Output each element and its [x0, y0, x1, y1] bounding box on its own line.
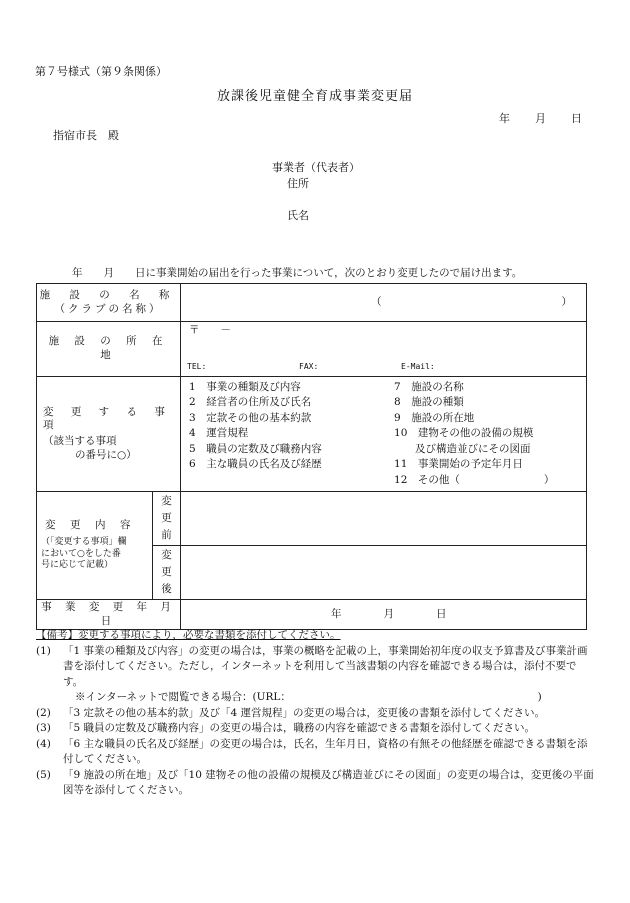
note-number — [36, 690, 63, 706]
notes-title: 【備考】 — [36, 629, 78, 641]
change-item-2[interactable]: 2 経営者の住所及び氏名 — [189, 396, 312, 409]
date-month-label: 月 — [535, 112, 546, 125]
change-date-label: 事 業 変 更 年 月 日 — [37, 600, 181, 630]
note-number: (2) — [36, 706, 51, 719]
change-form-table — [36, 283, 587, 630]
note-number: (1) — [36, 644, 51, 657]
note-item-1 — [36, 644, 596, 691]
change-content-sub-3: 号に応じて記載） — [41, 560, 114, 571]
change-items-label: 変 更 す る 事 項 — [43, 405, 172, 432]
after-label — [153, 546, 181, 600]
date-year-label: 年 — [499, 112, 510, 125]
change-content-label: 変 更 内 容 — [45, 519, 133, 532]
after-char-3: 後 — [161, 583, 172, 596]
note-text: 「3 定款その他の基本約款」及び「4 運営規程」の変更の場合は，変更後の書類を添付してください。 — [63, 706, 546, 719]
facility-name-field[interactable] — [181, 284, 587, 322]
tel-label: TEL: — [187, 361, 207, 371]
club-name-label: （クラブの名称） — [54, 302, 163, 315]
change-item-11[interactable]: 11 事業開始の予定年月日 — [394, 458, 523, 471]
facility-name-paren-close: ） — [561, 295, 573, 308]
change-items-field[interactable] — [181, 376, 587, 492]
change-items-label-cell — [37, 376, 181, 492]
change-item-9[interactable]: 9 施設の所在地 — [394, 411, 475, 424]
document-title: 放課後児童健全育成事業変更届 — [216, 89, 413, 104]
postal-code-mark: 〒 － — [189, 324, 232, 336]
change-item-4[interactable]: 4 運営規程 — [189, 427, 249, 440]
email-label: E-Mail: — [401, 361, 435, 371]
change-content-sub-2: において○をした番 — [41, 548, 121, 559]
notes-title-text: 変更する事項により，必要な書類を添付してください。 — [78, 629, 341, 641]
facility-location-label: 施 設 の 所 在 地 — [37, 322, 181, 377]
note-item-5 — [36, 768, 596, 799]
change-date-field[interactable]: 年 月 日 — [181, 600, 587, 630]
submission-date — [499, 112, 582, 126]
before-content-field[interactable] — [181, 492, 587, 546]
change-content-sub-1: （「変更する事項」欄 — [41, 536, 127, 547]
change-item-3[interactable]: 3 定款その他の基本約款 — [189, 411, 312, 424]
note-url-line — [36, 690, 596, 706]
change-item-7[interactable]: 7 施設の名称 — [394, 380, 464, 393]
facility-name-paren-open: （ — [371, 295, 382, 308]
facility-location-field[interactable] — [181, 322, 587, 377]
applicant-name-label: 氏名 — [287, 209, 309, 222]
note-number: (3) — [36, 722, 51, 734]
change-item-5[interactable]: 5 職員の定数及び職務内容 — [189, 442, 322, 455]
facility-name-label-cell — [37, 284, 181, 322]
before-label — [153, 492, 181, 546]
change-item-12[interactable]: 12 その他（ ） — [394, 473, 555, 486]
change-item-6[interactable]: 6 主な職員の氏名及び経歴 — [189, 458, 322, 471]
form-number: 第７号様式（第９条関係） — [35, 65, 167, 78]
change-item-8[interactable]: 8 施設の種類 — [394, 396, 464, 409]
change-item-10-cont: 及び構造並びにその図面 — [394, 442, 531, 455]
change-item-1[interactable]: 1 事業の種類及び内容 — [189, 380, 301, 393]
items-right-column — [394, 380, 586, 489]
fax-label: FAX: — [299, 361, 319, 371]
change-items-sub-1: （該当する事項 — [43, 434, 117, 447]
applicant-address-label: 住所 — [287, 177, 309, 190]
change-content-label-cell — [37, 492, 153, 600]
date-day-label: 日 — [571, 112, 582, 125]
note-url-text: ※インターネットで閲覧できる場合：(URL： ) — [75, 691, 542, 703]
before-char-1: 変 — [161, 495, 172, 508]
note-text: 「9 施設の所在地」及び「10 建物その他の設備の規模及び構造並びにその図面」の変更の場合は，変更後の平面図等を添付してください。 — [63, 768, 594, 796]
items-left-column — [189, 380, 394, 489]
note-text: 「1 事業の種類及び内容」の変更の場合は，事業の概略を記載の上，事業開始初年度の収支予算書及び事業計画書を添付してください。ただし，インターネットを利用して当該書類の内容を確認できる場合は，添付不要です。 — [63, 644, 588, 688]
intro-text: 年 月 日に事業開始の届出を行った事業について，次のとおり変更したので届け出ます。 — [72, 267, 523, 279]
applicant-label: 事業者（代表者） — [272, 161, 360, 174]
after-char-2: 更 — [161, 566, 172, 579]
notes-header — [36, 628, 596, 644]
note-item-2 — [36, 706, 596, 722]
after-char-1: 変 — [161, 549, 172, 562]
note-item-3 — [36, 721, 596, 737]
note-number: (4) — [36, 737, 51, 750]
after-content-field[interactable] — [181, 546, 587, 600]
addressee: 指宿市長 殿 — [53, 129, 119, 142]
before-char-2: 更 — [161, 512, 172, 525]
note-text: 「5 職員の定数及び職務内容」の変更の場合は，職務の内容を確認できる書類を添付してください。 — [63, 722, 536, 734]
change-items-sub-2: の番号に○） — [75, 448, 137, 461]
facility-name-label: 施 設 の 名 称 — [39, 288, 178, 301]
notes-section — [36, 628, 596, 799]
note-text: 「6 主な職員の氏名及び経歴」の変更の場合は，氏名，生年月日，資格の有無その他経歴を確認できる書類を添付してください。 — [63, 737, 588, 765]
note-item-4 — [36, 737, 596, 768]
before-char-3: 前 — [161, 529, 172, 542]
change-item-10[interactable]: 10 建物その他の設備の規模 — [394, 427, 534, 440]
note-number: (5) — [36, 768, 51, 781]
